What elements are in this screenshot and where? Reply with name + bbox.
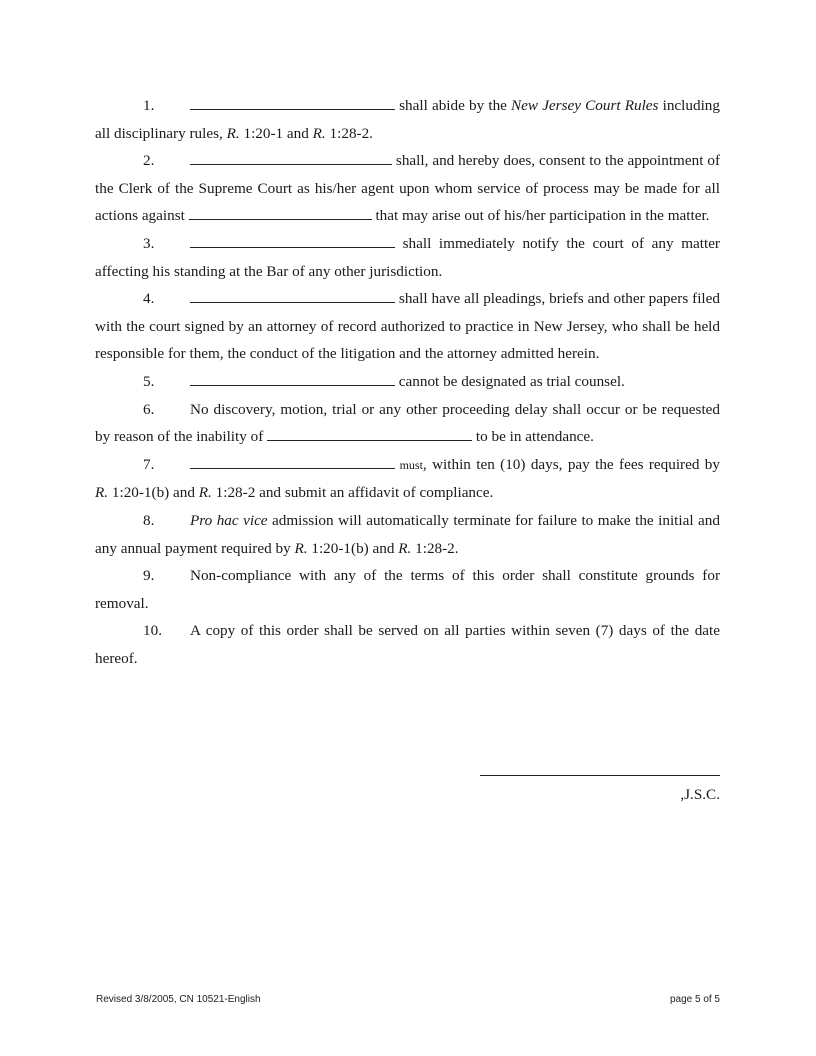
footer-page-number: page 5 of 5 bbox=[669, 994, 720, 1005]
paragraph-number: 9. bbox=[143, 567, 155, 585]
name-blank[interactable] bbox=[190, 150, 392, 165]
judge-title: ,J.S.C. bbox=[680, 786, 720, 803]
name-blank[interactable] bbox=[190, 233, 395, 248]
paragraph-9: 9. Non-compliance with any of the terms of this order shall constitute grounds for removal. bbox=[95, 562, 720, 617]
name-blank[interactable] bbox=[189, 205, 372, 220]
paragraph-1: 1. shall abide by the New Jersey Court Rules including all disciplinary rules, R. 1:20-1 and R. 1:28-2. bbox=[95, 92, 720, 147]
paragraph-number: 8. bbox=[143, 511, 155, 529]
paragraph-number: 7. bbox=[143, 455, 155, 473]
paragraph-number: 6. bbox=[143, 400, 155, 418]
name-blank[interactable] bbox=[267, 426, 472, 441]
paragraph-2: 2. shall, and hereby does, consent to the appointment of the Clerk of the Supreme Court as his/her agent upon whom service of process may be made for all actions against that may arise out of his/her participation in the matter. bbox=[95, 147, 720, 230]
paragraph-7: 7. must, within ten (10) days, pay the fees required by R. 1:20-1(b) and R. 1:28-2 and submit an affidavit of compliance. bbox=[95, 451, 720, 507]
paragraph-5: 5. cannot be designated as trial counsel. bbox=[95, 368, 720, 396]
name-blank[interactable] bbox=[190, 95, 395, 110]
paragraph-number: 4. bbox=[143, 290, 155, 308]
order-body bbox=[95, 92, 720, 672]
paragraph-4: 4. shall have all pleadings, briefs and other papers filed with the court signed by an attorney of record authorized to practice in New Jersey, who shall be held responsible for them, the conduct of the litigation and the attorney admitted herein. bbox=[95, 285, 720, 368]
paragraph-6: 6. No discovery, motion, trial or any other proceeding delay shall occur or be requested by reason of the inability of to be in attendance. bbox=[95, 396, 720, 451]
paragraph-8: 8. Pro hac vice admission will automatically terminate for failure to make the initial and any annual payment required by R. 1:20-1(b) and R. 1:28-2. bbox=[95, 507, 720, 562]
paragraph-3: 3. shall immediately notify the court of any matter affecting his standing at the Bar of any other jurisdiction. bbox=[95, 230, 720, 285]
name-blank[interactable] bbox=[190, 288, 395, 303]
paragraph-number: 10. bbox=[143, 622, 162, 640]
paragraph-number: 1. bbox=[143, 97, 155, 114]
paragraph-2-tail: that may arise out of his/her participation in the matter. bbox=[371, 207, 710, 225]
paragraph-number: 2. bbox=[143, 152, 155, 170]
paragraph-10: 10. A copy of this order shall be served on all parties within seven (7) days of the date hereof. bbox=[95, 617, 720, 672]
paragraph-number: 5. bbox=[143, 372, 155, 390]
paragraph-number: 3. bbox=[143, 234, 155, 252]
name-blank[interactable] bbox=[190, 454, 395, 469]
name-blank[interactable] bbox=[190, 371, 395, 386]
footer-revision: Revised 3/8/2005, CN 10521-English bbox=[96, 994, 261, 1005]
signature-line[interactable] bbox=[480, 775, 720, 776]
